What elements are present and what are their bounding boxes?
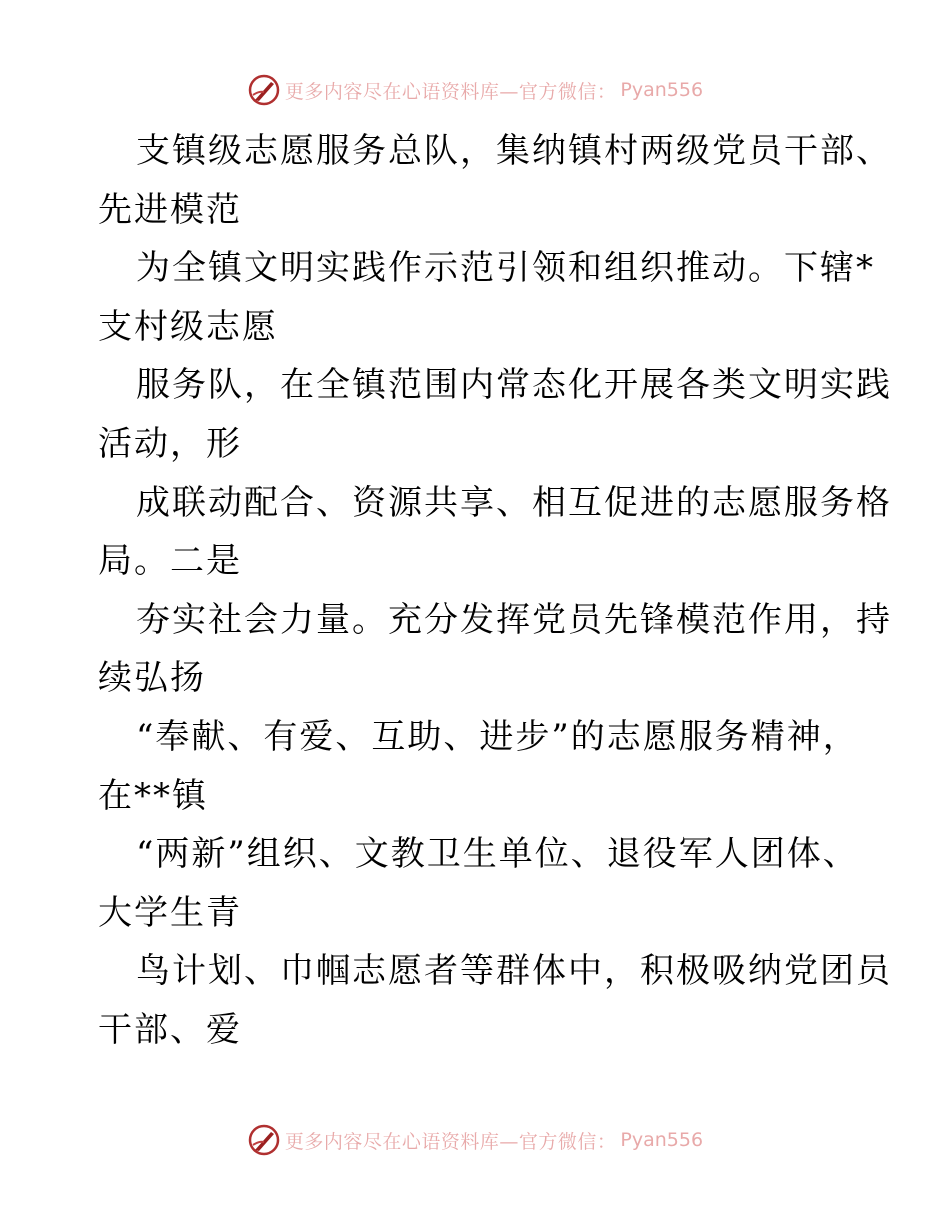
text-line: 干部、爱 — [98, 1009, 242, 1050]
text-line: 活动，形 — [98, 423, 242, 464]
watermark-text: 更多内容尽在心语资料库—官方微信： — [284, 1130, 617, 1153]
quill-logo-icon — [247, 1123, 281, 1157]
header-watermark — [0, 70, 950, 110]
text-line: 鸟计划、巾帼志愿者等群体中，积极吸纳党团员 — [136, 951, 892, 992]
text-line: 续弘扬 — [98, 658, 206, 699]
watermark-wechat-id: Pyan556 — [620, 1129, 704, 1151]
text-line: 支村级志愿 — [98, 306, 278, 347]
text-line: 局。二是 — [98, 541, 242, 582]
text-line: 先进模范 — [98, 189, 242, 230]
text-line: 夯实社会力量。充分发挥党员先锋模范作用，持 — [136, 599, 892, 640]
text-line: 支镇级志愿服务总队，集纳镇村两级党员干部、 — [136, 131, 892, 171]
text-line: 为全镇文明实践作示范引领和组织推动。下辖* — [136, 248, 875, 289]
text-line: “奉献、有爱、互助、进步”的志愿服务精神， — [136, 716, 859, 757]
text-line: 大学生青 — [98, 892, 242, 933]
watermark-wechat-id: Pyan556 — [620, 79, 704, 101]
text-line: 成联动配合、资源共享、相互促进的志愿服务格 — [136, 482, 892, 523]
footer-watermark — [0, 1120, 950, 1160]
text-line: 服务队，在全镇范围内常态化开展各类文明实践 — [136, 365, 892, 406]
quill-logo-icon — [247, 73, 281, 107]
text-line: 在**镇 — [98, 775, 208, 816]
watermark-text: 更多内容尽在心语资料库—官方微信： — [284, 80, 617, 103]
document-body — [98, 122, 892, 1060]
text-line: “两新”组织、文教卫生单位、退役军人团体、 — [136, 834, 859, 875]
